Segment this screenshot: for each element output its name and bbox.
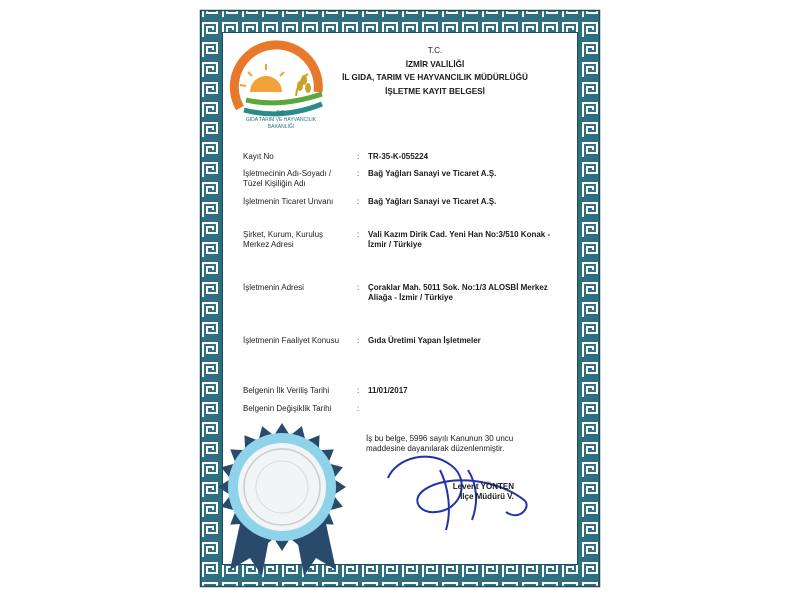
facility-address-line2: Aliağa - İzmir / Türkiye [368,293,453,302]
logo-tc: T.C. [276,110,286,116]
field-colon: : [357,169,360,178]
headquarters-address-line2: İzmir / Türkiye [368,240,422,249]
legal-note: İş bu belge, 5996 sayılı Kanunun 30 uncu [366,434,514,443]
field-colon: : [357,230,360,239]
field-label: İşletmenin Adresi [243,283,304,292]
activity-subject: Gıda Üretimi Yapan İşletmeler [368,336,481,345]
field-label: Tüzel Kişiliğin Adı [243,179,306,188]
header-directorate: İL GIDA, TARIM VE HAYVANCILIK MÜDÜRLÜĞÜ [342,73,528,82]
signatory-name: Levent YÖNTEN [452,482,514,491]
field-label: İşletmenin Ticaret Unvanı [243,197,334,206]
headquarters-address: Vali Kazım Dirik Cad. Yeni Han No:3/510 Konak - [368,230,551,239]
field-label: Merkez Adresi [243,240,294,249]
registration-number: TR-35-K-055224 [368,152,429,161]
logo-line2: BAKANLIĞI [267,124,295,130]
field-label: Kayıt No [243,152,274,161]
field-label: Belgenin Değişiklik Tarihi [243,404,332,413]
field-colon: : [357,336,360,345]
field-colon: : [357,283,360,292]
header-governorate: İZMİR VALİLİĞİ [405,60,465,69]
field-colon: : [357,197,360,206]
field-label: İşletmenin Faaliyet Konusu [243,336,340,345]
first-issue-date: 11/01/2017 [368,386,408,395]
field-label: İşletmecinin Adı-Soyadı / [243,169,332,178]
field-label: Belgenin İlk Veriliş Tarihi [243,386,330,395]
field-colon: : [357,386,360,395]
logo-line1: GIDA TARIM VE HAYVANCILIK [245,117,317,123]
operator-name: Bağ Yağları Sanayi ve Ticaret A.Ş. [368,169,497,178]
signatory-title: İlçe Müdürü V. [460,492,514,501]
legal-note-line2: maddesine dayanılarak düzenlenmiştir. [366,444,505,453]
field-colon: : [357,404,360,413]
field-label: Şirket, Kurum, Kuruluş [243,230,324,239]
header-tc: T.C. [427,46,443,55]
document-title: İŞLETME KAYIT BELGESİ [385,87,485,96]
facility-address: Çoraklar Mah. 5011 Sok. No:1/3 ALOSBİ Merkez [368,283,548,292]
field-colon: : [357,152,360,161]
trade-title: Bağ Yağları Sanayi ve Ticaret A.Ş. [368,197,497,206]
